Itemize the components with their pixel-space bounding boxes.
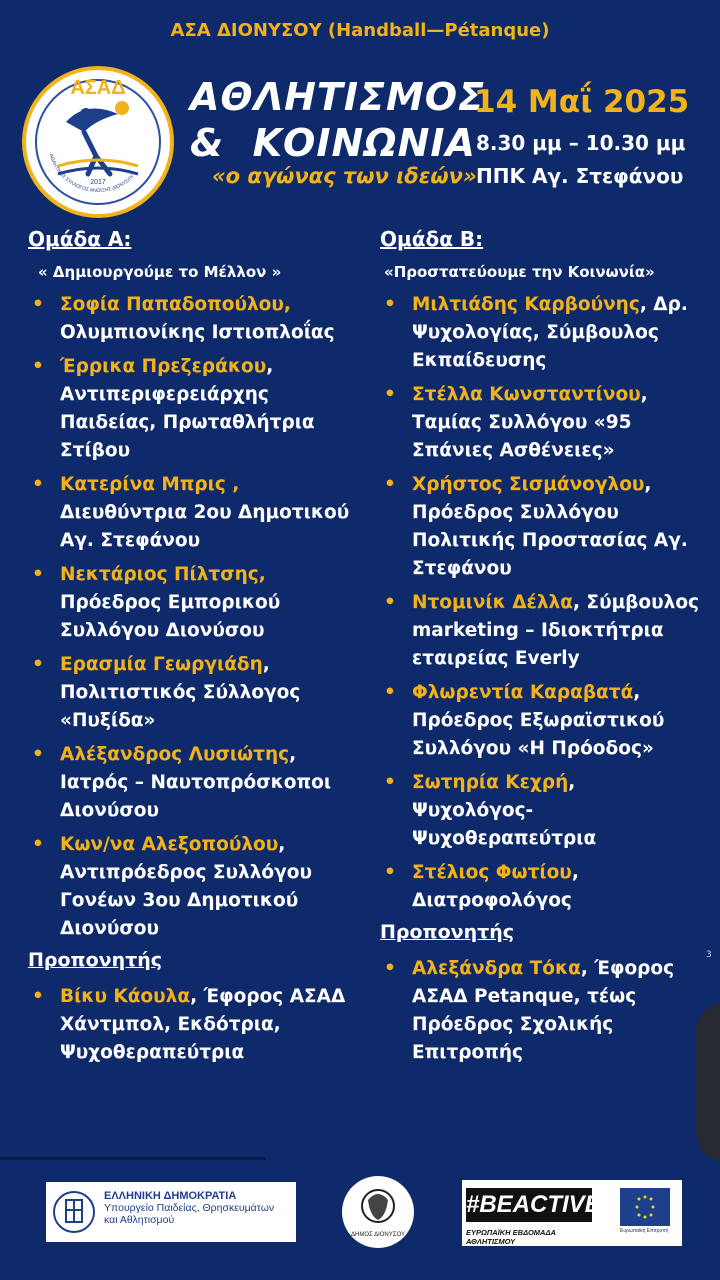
bullet-icon: •	[384, 682, 396, 703]
member-item	[380, 381, 700, 465]
bullet-icon: •	[384, 592, 396, 613]
team-a-title: Ομάδα Α:	[28, 227, 132, 251]
event-date: 14 Μαΐ 2025	[474, 84, 690, 120]
team-a-motto: « Δημιουργούμε το Μέλλον »	[38, 263, 282, 281]
member-name: Σοφία Παπαδοπούλου,	[60, 294, 291, 315]
team-b-coach	[380, 955, 700, 1067]
bullet-icon: •	[32, 356, 44, 377]
member-role: , Δρ. Ψυχολογίας, Σύμβουλος Εκπαίδευσης	[412, 294, 688, 371]
beactive-logo	[462, 1180, 682, 1246]
member-item	[380, 769, 700, 853]
page-number: 3	[706, 950, 712, 960]
bullet-icon: •	[384, 384, 396, 405]
member-role: , Έφορος ΑΣΑΔ Petanque, τέως Πρόεδρος Σχολικής Επιτροπής	[412, 958, 675, 1063]
member-item	[28, 471, 368, 555]
ministry-logo	[46, 1182, 296, 1242]
member-item	[380, 589, 700, 673]
member-name: Νεκτάριος Πίλτσης,	[60, 564, 266, 585]
logo-text: ΑΣΑΔ	[70, 77, 126, 99]
member-name: Χρήστος Σισμάνογλου	[412, 474, 645, 495]
logo-ring-text: ΑΘΛΗΤΙΚΟΣ ΣΥΛΛΟΓΟΣ ΑΝΟΙΞΗΣ ΔΙΟΝΥΣΟΥ	[47, 153, 136, 195]
member-item	[380, 291, 700, 375]
ministry-line-3: και Αθλητισμού	[104, 1214, 175, 1226]
member-name: Ερασμία Γεωργιάδη	[60, 654, 263, 675]
title-line-2: & ΚΟΙΝΩΝΙΑ	[190, 121, 476, 165]
team-a-coach-title: Προπονητής	[28, 949, 163, 971]
member-name: Κατερίνα Μπρις ,	[60, 474, 240, 495]
member-name: Αλέξανδρος Λυσιώτης	[60, 744, 290, 765]
member-item	[28, 983, 368, 1067]
team-b-motto: «Προστατεύουμε την Κοινωνία»	[384, 263, 655, 281]
member-item	[28, 353, 368, 465]
member-item	[28, 561, 368, 645]
team-b-title: Ομάδα Β:	[380, 227, 484, 251]
slogan: «ο αγώνας των ιδεών»	[212, 164, 477, 188]
bullet-icon: •	[32, 834, 44, 855]
member-name: Βίκυ Κάουλα	[60, 986, 191, 1007]
member-role: Διευθύντρια 2ου Δημοτικού Αγ. Στεφάνου	[60, 502, 350, 551]
bullet-icon: •	[384, 958, 396, 979]
member-name: Στέλλα Κωνσταντίνου	[412, 384, 641, 405]
member-name: Φλωρεντία Καραβατά	[412, 682, 634, 703]
beactive-subtitle: ΕΥΡΩΠΑΪΚΗ ΕΒΔΟΜΑΔΑ ΑΘΛΗΤΙΣΜΟΥ	[466, 1228, 556, 1246]
member-name: Σωτηρία Κεχρή	[412, 772, 569, 793]
member-role: Πρόεδρος Εμπορικού Συλλόγου Διονύσου	[60, 592, 281, 641]
bullet-icon: •	[32, 986, 44, 1007]
team-b-coach-title: Προπονητής	[380, 921, 515, 943]
team-b-section	[380, 227, 700, 1073]
member-item	[28, 651, 368, 735]
member-role: , Έφορος ΑΣΑΔ Χάντμπολ, Εκδότρια, Ψυχοθεραπεύτρια	[60, 986, 346, 1063]
member-role: , Διατροφολόγος	[412, 862, 579, 911]
member-role: , Ψυχολόγος-Ψυχοθεραπεύτρια	[412, 772, 597, 849]
event-place: ΠΠΚ Αγ. Στεφάνου	[476, 164, 684, 188]
bullet-icon: •	[32, 294, 44, 315]
member-item	[380, 679, 700, 763]
member-item	[380, 859, 700, 915]
greek-emblem-icon	[52, 1188, 96, 1236]
bullet-icon: •	[384, 474, 396, 495]
member-name: Ντομινίκ Δέλλα	[412, 592, 573, 613]
member-item	[380, 471, 700, 583]
decorative-side-shape	[696, 1002, 720, 1162]
bullet-icon: •	[32, 474, 44, 495]
member-item	[28, 831, 368, 943]
member-role: , Αντιπεριφερειάρχης Παιδείας, Πρωταθλήτρια Στίβου	[60, 356, 315, 461]
member-role: , Αντιπρόεδρος Συλλόγου Γονέων 3ου Δημοτικού Διονύσου	[60, 834, 312, 939]
bullet-icon: •	[32, 744, 44, 765]
member-item	[380, 955, 700, 1067]
team-b-list	[380, 291, 700, 915]
member-name: Στέλιος Φωτίου	[412, 862, 572, 883]
event-organizer: ΑΣΑ ΔΙΟΝΥΣΟΥ (Handball—Pétanque)	[170, 20, 550, 41]
member-name: Κων/να Αλεξοπούλου	[60, 834, 279, 855]
eu-flag-icon	[620, 1188, 670, 1226]
municipality-logo	[342, 1176, 414, 1248]
municipality-text: ΔΗΜΟΣ ΔΙΟΝΥΣΟΥ	[351, 1232, 405, 1238]
ministry-line-1: ΕΛΛΗΝΙΚΗ ΔΗΜΟΚΡΑΤΙΑ	[104, 1190, 237, 1202]
member-item	[28, 741, 368, 825]
team-a-list	[28, 291, 368, 943]
bullet-icon: •	[32, 654, 44, 675]
event-time: 8.30 μμ – 10.30 μμ	[476, 131, 686, 155]
member-item	[28, 291, 368, 347]
team-a-section	[28, 227, 368, 1073]
footer-divider	[0, 1157, 266, 1160]
member-role: Ολυμπιονίκης Ιστιοπλοΐας	[60, 322, 335, 343]
team-a-coach	[28, 983, 368, 1067]
member-role: , Ιατρός – Ναυτοπρόσκοποι Διονύσου	[60, 744, 332, 821]
member-name: Αλεξάνδρα Τόκα	[412, 958, 581, 979]
asad-logo	[22, 66, 174, 218]
member-name: Έρρικα Πρεζεράκου	[60, 356, 267, 377]
member-role: , Ταμίας Συλλόγου «95 Σπάνιες Ασθένειες»	[412, 384, 648, 461]
ministry-line-2: Υπουργείο Παιδείας, Θρησκευμάτων	[104, 1202, 275, 1214]
bullet-icon: •	[32, 564, 44, 585]
bullet-icon: •	[384, 294, 396, 315]
title-line-1: ΑΘΛΗΤΙΣΜΟΣ	[190, 75, 486, 119]
member-role: , Πρόεδρος Εξωραϊστικού Συλλόγου «Η Πρόοδος»	[412, 682, 665, 759]
bullet-icon: •	[384, 862, 396, 883]
member-role: , Πρόεδρος Συλλόγου Πολιτικής Προστασίας Αγ. Στεφάνου	[412, 474, 688, 579]
member-role: , Πολιτιστικός Σύλλογος «Πυξίδα»	[60, 654, 301, 731]
main-title	[190, 74, 485, 166]
bullet-icon: •	[384, 772, 396, 793]
logo-year: 2017	[90, 179, 106, 186]
member-role: , Σύμβουλος marketing – Ιδιοκτήτρια εταιρείας Everly	[412, 592, 700, 669]
member-name: Μιλτιάδης Καρβούνης	[412, 294, 640, 315]
beactive-text: #BEACTIVE	[466, 1188, 592, 1222]
eu-label: Ευρωπαϊκή Επιτροπή	[620, 1228, 669, 1234]
